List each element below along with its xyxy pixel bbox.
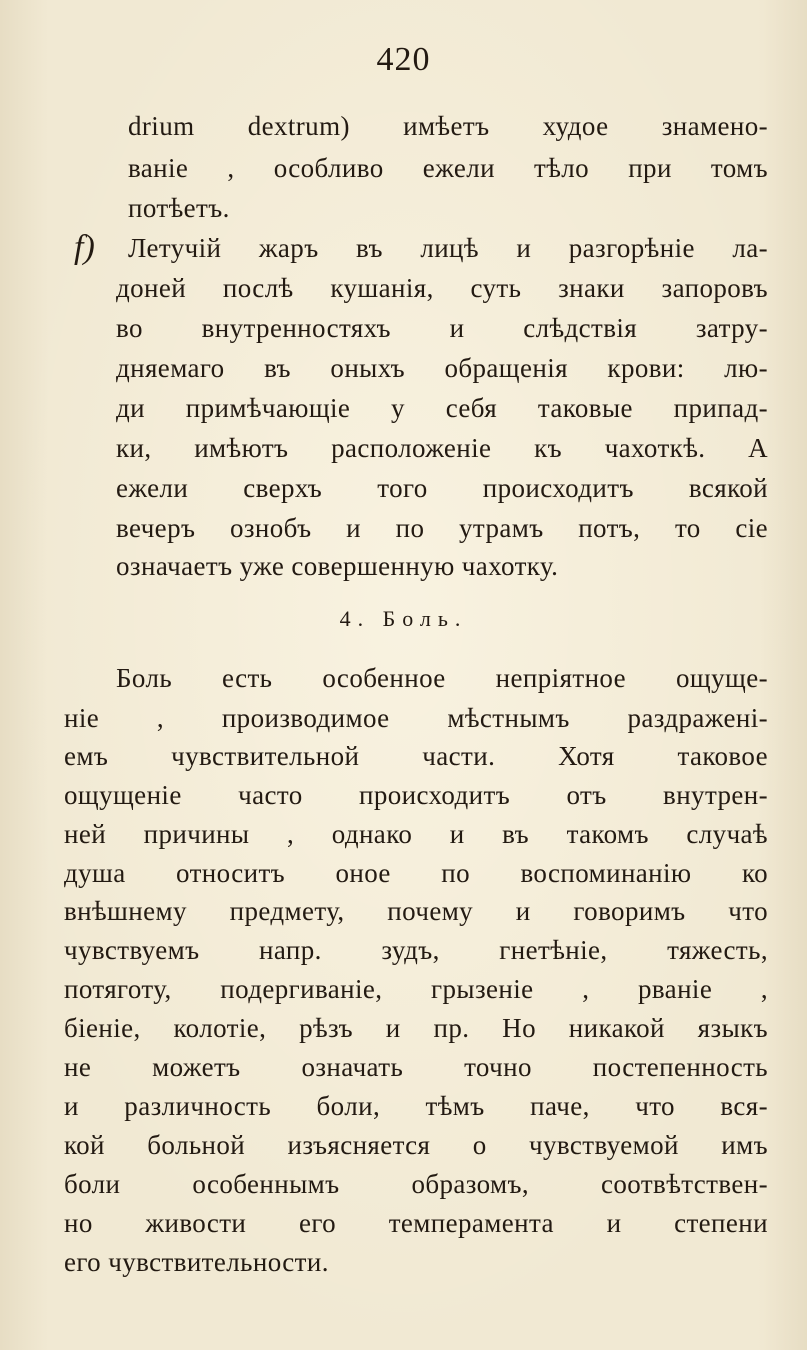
text-line: но живости его темперамента и степени <box>64 1208 768 1238</box>
text-line: ніе , производимое мѣстнымъ раздражені- <box>64 703 768 733</box>
text-line: во внутренностяхъ и слѣдствія затру- <box>116 313 768 343</box>
text-line: чувствуемъ напр. зудъ, гнетѣніе, тяжесть, <box>64 935 768 965</box>
text-line: Боль есть особенное непріятное ощуще- <box>116 663 768 693</box>
text-line: Летучій жаръ въ лицѣ и разгорѣніе ла- <box>128 233 768 263</box>
text-line: ощущеніе часто происходитъ отъ внутрен- <box>64 780 768 810</box>
text-line: ди примѣчающіе у себя таковые припад- <box>116 393 768 423</box>
text-line: вечеръ ознобъ и по утрамъ потъ, то сіе <box>116 513 768 543</box>
text-line: боли особеннымъ образомъ, соотвѣтствен- <box>64 1169 768 1199</box>
text-line: внѣшнему предмету, почему и говоримъ что <box>64 896 768 926</box>
text-line: кой больной изъясняется о чувствуемой имъ <box>64 1130 768 1160</box>
text-line: дняемаго въ оныхъ обращенія крови: лю- <box>116 353 768 383</box>
text-line: ки, имѣютъ расположеніе къ чахоткѣ. А <box>116 433 768 463</box>
text-line: ней причины , однако и въ такомъ случаѣ <box>64 819 768 849</box>
text-line: ежели сверхъ того происходитъ всякой <box>116 473 768 503</box>
text-line: и различность боли, тѣмъ паче, что вся- <box>64 1091 768 1121</box>
text-line: емъ чувствительной части. Хотя таковое <box>64 741 768 771</box>
text-line: доней послѣ кушанія, суть знаки запоровъ <box>116 273 768 303</box>
item-marker: f) <box>74 229 95 266</box>
text-line: потяготу, подергиваніе, грызеніе , рваніе , <box>64 974 768 1004</box>
text-line: его чувствительности. <box>64 1247 329 1277</box>
text-line: drium dextrum) имѣетъ худое знамено- <box>128 111 768 141</box>
page-number: 420 <box>376 41 431 78</box>
text-line: не можетъ означать точно постепенность <box>64 1052 768 1082</box>
text-line: біеніе, колотіе, рѣзъ и пр. Но никакой языкъ <box>64 1013 768 1043</box>
text-line: означаетъ уже совершенную чахотку. <box>116 551 559 581</box>
text-line: душа относитъ оное по воспоминанію ко <box>64 858 768 888</box>
text-line: ваніе , особливо ежели тѣло при томъ <box>128 153 768 183</box>
text-line: потѣетъ. <box>128 193 230 223</box>
section-heading: 4. Боль. <box>339 606 468 631</box>
